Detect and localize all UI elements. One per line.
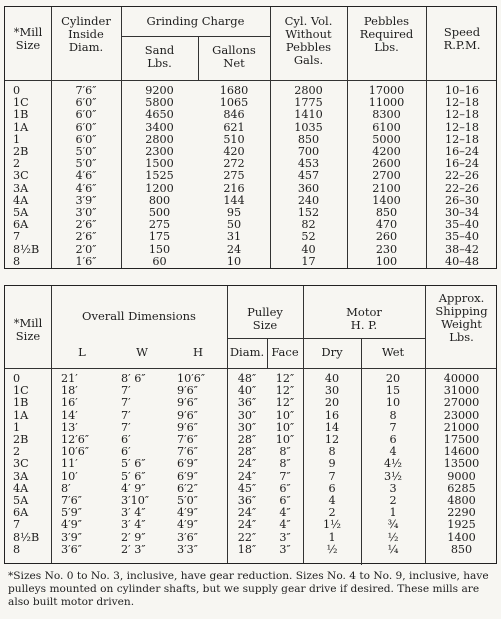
pulley-face-header: Face bbox=[271, 345, 299, 359]
shipping-weight-column: 40000 31000 27000 23000 21000 17500 14600 13500 9000 6285 4800 2290 1925 1400 850 bbox=[443, 372, 480, 556]
mill-size-column: 0 1C 1B 1A 1 2B 2 3C 3A 4A 5A 6A 7 8½B 8 bbox=[13, 84, 40, 268]
pulley-size-header: Pulley Size bbox=[247, 305, 283, 332]
length-header: L bbox=[78, 345, 86, 359]
sand-lbs-column: 9200 5800 4650 3400 2800 2300 1500 1525 1200 800 500 275 175 150 60 bbox=[145, 84, 174, 268]
pulley-diam-header: Diam. bbox=[229, 345, 265, 359]
cyl-vol-column: 2800 1775 1410 1035 850 700 453 457 360 240 152 82 52 40 17 bbox=[294, 84, 323, 268]
pebbles-required-header: Pebbles Required Lbs. bbox=[359, 14, 414, 54]
pulley-diam-column: 48″ 40″ 36″ 30″ 30″ 28″ 28″ 24″ 24″ 45″ 36″ 24″ 24″ 22″ 18″ bbox=[237, 372, 257, 556]
gallons-net-column: 1680 1065 846 621 510 420 272 275 216 144 95 50 31 24 10 bbox=[219, 84, 249, 268]
mill-size-column: 0 1C 1B 1A 1 2B 2 3C 3A 4A 5A 6A 7 8½B 8 bbox=[13, 372, 40, 556]
height-column: 10′6″ 9′6″ 9′6″ 9′6″ 9′6″ 7′6″ 7′6″ 6′9″ 6′9″ 6′2″ 5′0″ 4′9″ 4′9″ 3′6″ 3′3″ bbox=[177, 372, 206, 556]
mill-size-header: *Mill Size bbox=[13, 316, 43, 343]
height-header: H bbox=[192, 345, 204, 359]
motor-hp-header: Motor H. P. bbox=[346, 305, 382, 332]
cylinder-diam-header: Cylinder Inside Diam. bbox=[61, 14, 111, 54]
grinding-charge-header: Grinding Charge bbox=[146, 14, 245, 28]
pulley-face-column: 12″ 12″ 12″ 10″ 10″ 10″ 8″ 8″ 7″ 6″ 6″ 4″ 4″ 3″ 3″ bbox=[275, 372, 295, 556]
cyl-vol-header: Cyl. Vol. Without Pebbles Gals. bbox=[284, 14, 333, 67]
mill-size-header: *Mill Size bbox=[13, 25, 43, 52]
speed-rpm-header: Speed R.P.M. bbox=[443, 25, 481, 52]
footnote: *Sizes No. 0 to No. 3, inclusive, have gear reduction. Sizes No. 4 to No. 9, inclusive, have pulleys mounted on cylinder shafts, but we supply gear drive if desired. These mills are also built motor driven. bbox=[8, 570, 489, 608]
length-column: 21′ 18′ 16′ 14′ 13′ 12′6″ 10′6″ 11′ 10′ 8′ 7′6″ 5′9″ 4′9″ 3′9″ 3′6″ bbox=[61, 372, 90, 556]
shipping-weight-header: Approx. Shipping Weight Lbs. bbox=[435, 291, 488, 344]
pebbles-column: 17000 11000 8300 6100 5000 4200 2600 2700 2100 1400 850 470 260 230 100 bbox=[368, 84, 405, 268]
overall-dimensions-header: Overall Dimensions bbox=[82, 309, 196, 323]
gallons-net-header: Gallons Net bbox=[212, 43, 256, 70]
motor-wet-header: Wet bbox=[381, 345, 405, 359]
motor-dry-header: Dry bbox=[321, 345, 343, 359]
motor-wet-column: 20 15 10 8 7 6 4 4½ 3½ 3 2 1 ¾ ½ ¼ bbox=[384, 372, 402, 556]
cylinder-diam-column: 7′6″ 6′0″ 6′0″ 6′0″ 6′0″ 5′0″ 5′0″ 4′6″ 4′6″ 3′9″ 3′0″ 2′6″ 2′6″ 2′0″ 1′6″ bbox=[75, 84, 97, 268]
grinding-charge-table bbox=[4, 6, 497, 269]
sand-lbs-header: Sand Lbs. bbox=[144, 43, 175, 70]
dimensions-table bbox=[4, 285, 497, 564]
width-header: W bbox=[136, 345, 148, 359]
motor-dry-column: 40 30 20 16 14 12 8 9 7 6 4 2 1½ 1 ½ bbox=[323, 372, 341, 556]
speed-column: 10–16 12–18 12–18 12–18 12–18 16–24 16–24 22–26 22–26 26–30 30–34 35–40 35–40 38–42 40–48 bbox=[444, 84, 480, 268]
width-column: 8′ 6″ 7′ 7′ 7′ 7′ 6′ 6′ 5′ 6″ 5′ 6″ 4′ 9″ 3′10″ 3′ 4″ 3′ 4″ 2′ 9″ 2′ 3″ bbox=[121, 372, 150, 556]
